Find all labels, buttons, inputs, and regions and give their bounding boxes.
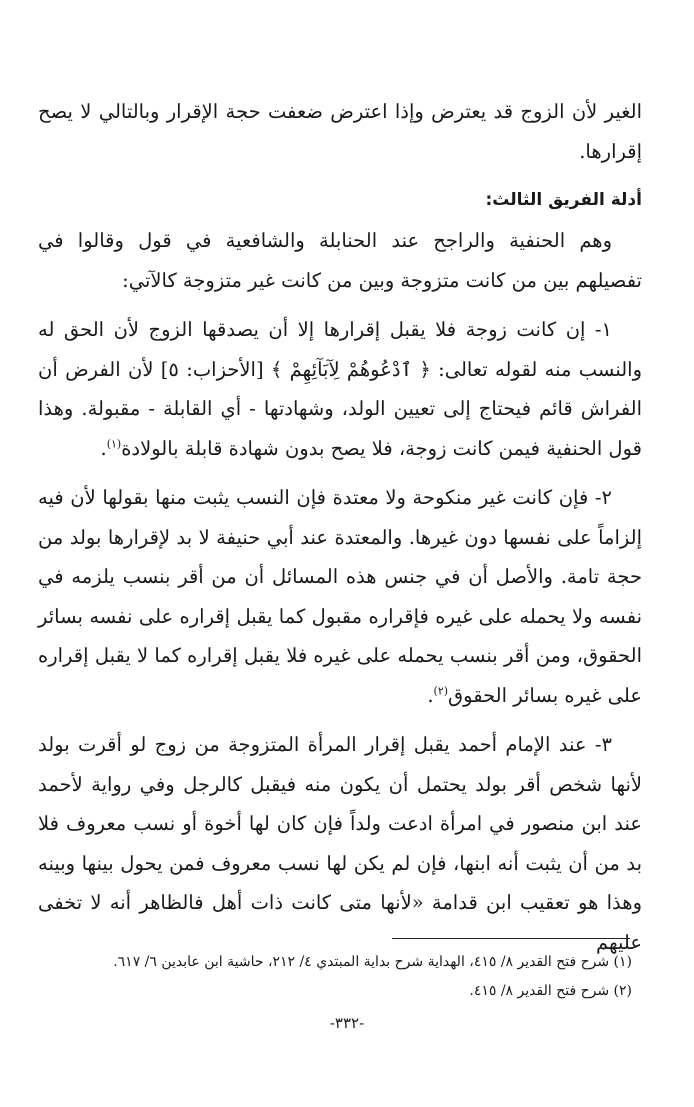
footnote-ref-1[interactable]: (١) [106, 437, 122, 450]
footnote-divider [392, 938, 630, 939]
footnote-2: (٢) شرح فتح القدير ٨/ ٤١٥. [469, 983, 632, 999]
footnote-1: (١) شرح فتح القدير ٨/ ٤١٥، الهداية شرح بداية المبتدي ٤/ ٢١٢، حاشية ابن عابدين ٦/ ٦١٧. [113, 954, 632, 970]
footnote-ref-2[interactable]: (٢) [433, 684, 449, 697]
page-number: -٣٣٢- [329, 1014, 365, 1032]
paragraph-4: ٣- عند الإمام أحمد يقبل إقرار المرأة المتزوجة من زوج لو أقرت بولد لأنها شخص أقر بولد يحتمل أن يكون منه فيقبل كالرجل وفي رواية لأحمد عند ابن منصور في امرأة ادعت ولداً فإن كان لها أخوة أو نسب معروف فلا بد من أن يثبت أنه ابنها، فإن لم يكن لها نسب معروف فمن يحول بينها وبينه وهذا هو تعقيب ابن قدامة «لأنها متى كانت ذات أهل فالظاهر أنه لا تخفى عليهم [38, 733, 642, 954]
footnotes [22, 948, 632, 1006]
paragraph-2: ١- إن كانت زوجة فلا يقبل إقرارها إلا أن يصدقها الزوج لأن الحق له والنسب منه لقوله تعالى: ﴿ ٱدْعُوهُمْ لِآبَآئِهِمْ ﴾ [الأحزاب: ٥] لأن الفرض أن الفراش قائم فيحتاج إلى تعيين الولد، وشهادتها - أي القابلة - مقبولة. وهذا قول الحنفية فيمن كانت زوجة، فلا يصح بدون شهادة قابلة بالولادة$^{(١)}$. [38, 318, 642, 460]
paragraph-3: ٢- فإن كانت غير منكوحة ولا معتدة فإن النسب يثبت منها بقولها لأن فيه إلزاماً على نفسها دون غيرها. والمعتدة عند أبي حنيفة لا بد لإقرارها بولد من حجة تامة. والأصل أن في جنس هذه المسائل أن من أقر بنسب يلزمه في نفسه ولا يحمله على غيره فإقراره مقبول كما يقبل إقراره على نفسه بسائر الحقوق، ومن أقر بنسب يحمله على غيره فلا يقبل إقراره كما لا يقبل إقراره على غيره بسائر الحقوق$^{(٢)}$. [38, 486, 642, 707]
paragraph-1: وهم الحنفية والراجح عند الحنابلة والشافعية في قول وقالوا في تفصيلهم بين من كانت متزوجة وبين من كانت غير متزوجة كالآتي: [38, 229, 642, 292]
paragraph-2-text: ١- إن كانت زوجة فلا يقبل إقرارها إلا أن يصدقها الزوج لأن الحق له والنسب منه لقوله تعالى: ﴿ ٱدْعُوهُمْ لِآبَآئِهِمْ ﴾ [الأحزاب: ٥] لأن الفرض أن الفراش قائم فيحتاج إلى تعيين الولد، وشهادتها - أي القابلة - مقبولة. وهذا قول الحنفية فيمن كانت زوجة، فلا يصح بدون شهادة قابلة بالولادة [38, 318, 642, 460]
main-text [38, 92, 642, 962]
intro-paragraph: الغير لأن الزوج قد يعترض وإذا اعترض ضعفت حجة الإقرار وبالتالي لا يصح إقرارها. [38, 100, 642, 163]
paragraph-3-text: ٢- فإن كانت غير منكوحة ولا معتدة فإن النسب يثبت منها بقولها لأن فيه إلزاماً على نفسها دون غيرها. والمعتدة عند أبي حنيفة لا بد لإقرارها بولد من حجة تامة. والأصل أن في جنس هذه المسائل أن من أقر بنسب يلزمه في نفسه ولا يحمله على غيره فإقراره مقبول كما يقبل إقراره على نفسه بسائر الحقوق، ومن أقر بنسب يحمله على غيره فلا يقبل إقراره كما لا يقبل إقراره على غيره بسائر الحقوق [38, 486, 642, 707]
section-heading: أدلة الفريق الثالث: [485, 190, 642, 210]
